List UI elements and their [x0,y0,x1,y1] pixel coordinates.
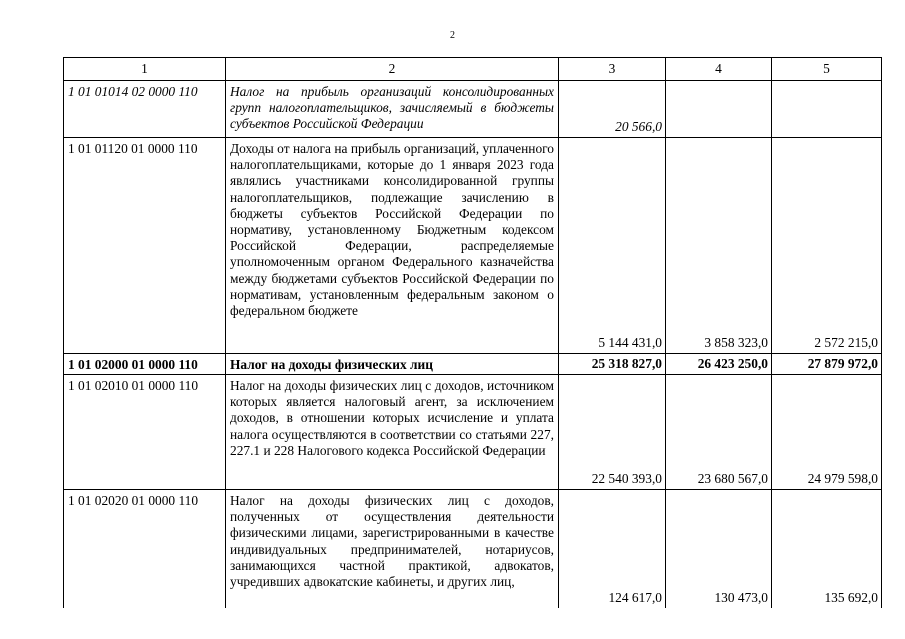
value-col-3: 25 318 827,0 [559,354,666,375]
value-col-3: 22 540 393,0 [559,375,666,490]
column-header-4: 4 [666,58,772,81]
column-header-2: 2 [226,58,559,81]
budget-code: 1 01 02010 01 0000 110 [64,375,226,490]
value-col-4: 3 858 323,0 [666,138,772,354]
value-col-4: 130 473,0 [666,490,772,609]
value-col-4 [666,81,772,138]
column-header-3: 3 [559,58,666,81]
revenue-name: Налог на прибыль организаций консолидированных групп налогоплательщиков, зачисляемый в бюджеты субъектов Российской Федерации [226,81,559,138]
value-col-3: 124 617,0 [559,490,666,609]
revenue-name: Налог на доходы физических лиц с доходов, источником которых является налоговый агент, за исключением доходов, в отношении которых исчисление и уплата налога осуществляются в соответствии со статьями 227, 227.1 и 228 Налогового кодекса Российской Федерации [226,375,559,490]
value-col-4: 26 423 250,0 [666,354,772,375]
budget-code: 1 01 02020 01 0000 110 [64,490,226,609]
table-row [64,81,882,138]
value-col-5: 27 879 972,0 [772,354,882,375]
revenue-name: Доходы от налога на прибыль организаций, уплаченного налогоплательщиками, которые до 1 января 2023 года являлись участниками консолидированной группы налогоплательщиков, подлежащие зачислению в бюджеты субъектов Российской Федерации по нормативу, установленному Бюджетным кодексом Российской Федерации, распределяемые уполномоченным органом Федерального казначейства между бюджетами субъектов Российской Федерации по нормативам, установленным федеральным законом о федеральном бюджете [226,138,559,354]
budget-code: 1 01 01120 01 0000 110 [64,138,226,354]
value-col-4: 23 680 567,0 [666,375,772,490]
revenue-name: Налог на доходы физических лиц с доходов, полученных от осуществления деятельности физическими лицами, зарегистрированными в качестве индивидуальных предпринимателей, нотариусов, занимающихся частной практикой, адвокатов, учредивших адвокатские кабинеты, и других лиц, [226,490,559,609]
value-col-5: 24 979 598,0 [772,375,882,490]
budget-code: 1 01 01014 02 0000 110 [64,81,226,138]
value-col-5 [772,81,882,138]
budget-code: 1 01 02000 01 0000 110 [64,354,226,375]
value-col-3: 5 144 431,0 [559,138,666,354]
table-row [64,138,882,354]
value-col-3: 20 566,0 [559,81,666,138]
table-row [64,490,882,609]
column-header-5: 5 [772,58,882,81]
table-row [64,354,882,375]
table-row [64,375,882,490]
revenue-name: Налог на доходы физических лиц [226,354,559,375]
value-col-5: 135 692,0 [772,490,882,609]
column-header-1: 1 [64,58,226,81]
page-number: 2 [450,30,455,41]
value-col-5: 2 572 215,0 [772,138,882,354]
table-header-row [64,58,882,81]
budget-revenue-table [63,57,882,608]
